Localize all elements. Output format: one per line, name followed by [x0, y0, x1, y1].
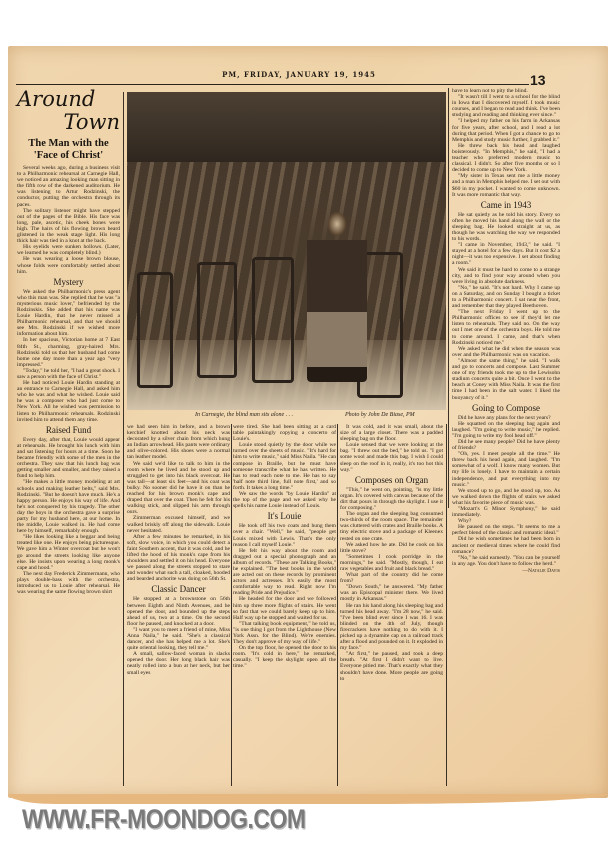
paragraph: Louie stood quietly by the door while we turned over the sheets of music. "It's hard for him to write music," said Miss Naila. "He can compose in Braille, but he must have someone transcribe what he has written. He has to read each note to me. He has to say 'half note third line, full note first,' and so forth. It takes a long time." [233, 442, 336, 491]
paragraph: The organ and the sleeping bag consumed two-thirds of the room space. The remainder was cluttered with crates and Braille books. A tiny electric stove and a package of Kleenex rested on one crate. [340, 511, 443, 542]
column-title-around: Around [17, 87, 96, 111]
paragraph: The next day Frederick Zimmermann, who plays double-bass with the orchestra, introduced us to Louie after rehearsal. He was wearing the same flowing brown shirt [17, 570, 120, 596]
subhead-came-in-1943: Came in 1943 [480, 199, 532, 210]
paragraph: The solitary listener might have stepped out of the pages of the Bible. His face was long, pale, ascetic, his cheek bones were high. The hairs of his flowing brown beard glistened in the weak stage light. His long thick hair was tied in a knot at the back. [17, 207, 120, 245]
column-divider [446, 424, 447, 786]
paragraph: Zimmerman excused himself, and we walked briskly off along the sidewalk. Louie never hesitated. [127, 515, 230, 534]
paragraph: "I came in November, 1943," he said. "I stayed at a hotel for a few days. But it cost $2 a night—it was too expensive. I set about finding a room." [452, 242, 560, 267]
paragraph: He sat quietly as he told his story. Every so often he moved his hand along the wall or the sleeping bag. He looked straight at us, as though he was watching the way we responded to his words. [452, 211, 560, 243]
paragraph: "I want you to meet a friend of mine, Miss Anna Naila," he said. "She's a classical dancer, and she has helped me a lot. She's quite oriental looking, they tell me." [127, 626, 230, 652]
paragraph: "He likes looking like a beggar and being treated like one. He enjoys being picturesque. We gave him a Winter overcoat but he won't go around the streets looking like anyone else. He insists upon wearing a long monk's cape and hood." [17, 534, 120, 571]
photo-blind-man-carnegie-hall [127, 92, 446, 410]
paragraph: were tired. She had been sitting at a card table paintakingly copying a concerto of Louie's. [233, 424, 336, 443]
paragraph: "That talking book equipment," he told us, "is one thing I got from the Lighthouse (New York Assn. for the Blind). We're enemies. They don't approve of my way of life." [233, 620, 336, 646]
website-watermark: WWW.FR-MOONDOG.COM [22, 804, 306, 834]
column-divider [123, 92, 124, 786]
paragraph: "It wasn't till I went to a school for the blind in Iowa that I discovered myself. I took music courses, and I began to read and think. I've been studying and reading and thinking ever since." [452, 94, 560, 119]
paragraph: We asked the Philharmonic's press agent who this man was. She replied that he was "a mysterious music lover," befriended by the Rodzinskis. She added that his name was Louie Hardin, that he never missed a Philharmonic rehearsal, and that we should see Mrs. Rodzinski if we wished more information about him. [17, 288, 120, 338]
paragraph: He stopped at a brownstone on 56th between Eighth and Ninth Avenues, and he opened the door, and bounded up the steps ahead of us, two at a time. On the second floor he paused, and knocked at a door. [127, 596, 230, 627]
photo-chair [252, 257, 294, 383]
paragraph: We asked how he ate. Did he cook on his little stove? [340, 541, 443, 554]
column-divider [337, 424, 338, 786]
paragraph: He took off his two coats and hung them over a chair. "Well," he said, "people get Louis mixed with Lewis. That's the only reason I call myself Louie." [233, 523, 336, 548]
paragraph: "My sister in Texas sent me a little money and a man in Memphis helped me. I set out with $60 in my pocket. I wanted to come unknown. It was more romantic that way. [452, 173, 560, 198]
paragraph: "No," he said. "It's not hard. Why I came up on a Saturday, and on Sunday I bought a ticket to a Philharmonic concert. I sat near the front, and remember that they played Beethoven. [452, 284, 560, 310]
photo-caption: In Carnegie, the blind man sits alone . . . [195, 412, 294, 418]
paragraph: "The next Friday I went up to the Philharmonic offices to see if they'd let me listen to rehearsals. They said no. On the way out I met one of the orchestra boys. He told me to come around. I came, and that's when Rodzinski noticed me." [452, 309, 560, 346]
photo-balcony [127, 92, 446, 162]
paragraph: "Sometimes I cook porridge in the mornings," he said. "Mostly, though, I eat raw vegetables and fruit and black bread." [340, 553, 443, 572]
page-number: 13 [530, 72, 546, 88]
column-divider [448, 88, 449, 508]
paragraph: What part of the country did he come from? [340, 572, 443, 585]
subhead-its-louie: It's Louie [267, 511, 302, 522]
article-column-2 [127, 424, 230, 676]
paragraph: Did he see many people? Did he have plenty of friends? [452, 438, 560, 452]
paragraph: Several weeks ago, during a business visit to a Philharmonic rehearsal at Carnegie Hall, we noticed an amazing looking man sitting in the fifth row of the darkened auditorium. He was listening to Artur Rodzinski, the conductor, putting the orchestra through its paces. [17, 165, 120, 208]
paragraph: "Down South," he answered. "My father was an Episcopal minister there. We lived mostly in Arkansas." [340, 584, 443, 603]
paragraph: "This," he went on, pointing, "is my little organ. It's covered with canvas because of the dirt that pours in through the skylight. I use it for composing." [340, 486, 443, 512]
article-column-1 [17, 88, 120, 595]
photo-credit: Photo by John De Biase, PM [345, 412, 415, 418]
masthead: PM, FRIDAY, JANUARY 19, 1945 [222, 70, 376, 79]
paragraph: Did he have any plans for the next years? [458, 414, 551, 421]
article-column-3 [233, 424, 336, 670]
paragraph: It was cold, and it was small, about the size of a large closet. There was a padded sleeping bag on the floor. [340, 424, 443, 443]
paragraph: "I helped my father on his farm in Arkansas for five years, after school, and I read a lot during that period. When I got a chance to go to Memphis and study music further, I grabbed it." [452, 118, 560, 143]
subhead-mystery: Mystery [53, 276, 84, 287]
paragraph: "Mozart's G Minor Symphony," he said immediately. [452, 506, 560, 519]
paragraph: Did he wish sometimes he had been born in ancient or medieval times where he could find romance? [452, 536, 560, 555]
column-title-town: Town [63, 110, 120, 134]
paragraph: He had noticed Louie Hardin standing at an entrance to Carnegie Hall, and asked him who he was and what he wished. Louie said he was a composer who had just come to New York. All he wished was permission to listen to Philharmonic rehearsals. Rodzinski invited him to attend them any time. [17, 380, 120, 423]
photo-seated-man [307, 202, 367, 382]
paragraph: After a few minutes he remarked, in his soft, slow voice, in which you could detect a faint Southern accent, that it was cold, and he lifted the hood of his monk's cape from his shoulders and settled it on his head. Everyone we passed along the streets stopped to stare and wonder what such a tall, cloaked, hooded and bearded anchorite was doing on 56th St. [127, 533, 230, 583]
subhead-raised-fund: Raised Fund [45, 424, 92, 435]
photo-chair [197, 262, 237, 378]
subhead-classic-dancer: Classic Dancer [151, 584, 206, 595]
paragraph: He squatted on the sleeping bag again and laughed. "I'm going to write music," he replied. "I'm going to write my fool head off." [452, 420, 560, 439]
paragraph: He ran his hand along his sleeping bag and turned his head away. "I'm 28 now," he said. "I've been blind ever since I was 16. I was blinded on the 4th of July, though firecrackers have nothing to do with it. I picked up a dynamite cap on a railroad track after a flood and pounded on it. It exploded in my face." [340, 602, 443, 652]
paragraph: "Today," he told her, "I had a great shock. I saw a person with the face of Christ." [17, 367, 120, 380]
paragraph: He felt his way about the room and dragged out a special phonograph and an album of records. "These are Talking Books," he explained. "The best books in the world are acted out on these records by prominent actors and actresses. It's easily the most comfortable way to read. Right now I'm reading Pride and Prejudice." [233, 547, 336, 597]
paragraph: We asked what he did when the season was over and the Philharmonic was on vacation. [452, 345, 560, 358]
paragraph: A small, sallow-faced woman in slacks opened the door. Her long black hair was neatly rolled into a bun at her neck, but her small eyes [127, 651, 230, 676]
paragraph: Why? [458, 518, 472, 525]
paragraph: we had seen him in before, and a brown kerchief knotted about his neck was decorated by a silver chain from which hung an Indian arrowhead. His pants were ordinary and olive-colored. His shoes were a normal tan leather model. [127, 424, 230, 461]
paragraph: On the top floor, he opened the door to his room. "It's cold in here," he remarked, casually. "I keep the skylight open all the time." [233, 645, 336, 670]
paragraph: Louie sensed that we were looking at the bag. "I threw out the bed," he told us. "I got some wool and made this bag. I wish I could sleep on the roof in it, really, it's too hot this way." [340, 442, 443, 473]
paragraph: have to learn not to pity the blind. [452, 88, 528, 94]
article-column-4 [340, 424, 443, 682]
paragraph: We stood up to go, and he stood up, too. As we walked down the flights of stairs we asked what his favorite piece of music was. [452, 487, 560, 506]
paragraph: He threw back his head and laughed boisterously. "In Memphis," he said, "I had a teacher who preferred modern music to classical. I didn't. So after five months or so I decided to come up to New York. [452, 142, 560, 174]
column-divider [231, 424, 232, 786]
paragraph: "No," he said earnestly. "You can be yourself in any age. You don't have to follow the herd." [452, 554, 560, 567]
paragraph: He paused on the steps. "It seems to me a perfect blend of the classic and romantic ideal." [452, 524, 560, 537]
paragraph: "Oh, yes. I meet people all the time." He threw back his head again, and laughed. "I'm somewhat of a wolf. I know many women. But my life is lonely. I have to maintain a certain independence, and put everything into my music." [452, 451, 560, 488]
masthead-rule [16, 84, 529, 85]
paragraph: "Almost the same thing," he said. "I walk and go to concerts and compose. Last Summer one of my friends took me up to the Lewisohn stadium concerts quite a bit. Once I went to the beach at Coney with Miss Naila. It was the first time I had been in the salt water. I liked the buoyancy of it." [452, 357, 560, 401]
article-headline: The Man with the 'Face of Christ' [28, 138, 109, 161]
paragraph: In her spacious, Victorian home at 7 East 84th St., charming, gray-haired Mrs. Rodzinski told us that her husband had come home one day more than a year ago "very impressed." [17, 337, 120, 368]
paragraph: "He makes a little money modeling at art schools and making leather belts," said Mrs. Rodzinski. "But he doesn't have much. He's a happy person. He enjoys his way of life. And he's not conquered by his tragedy. The other day the boys in the orchestra gave a surprise party for my husband here, at our home. In the middle, Louie walked in. He had come here by himself, remarkably enough. [17, 479, 120, 535]
author-signoff: —Natalie Davis [522, 567, 560, 574]
paragraph: He was wearing a loose brown blouse, whose folds were comfortably settled about him. [17, 256, 120, 275]
paragraph: We saw the words "by Louie Hardin" at the top of the page and we asked why he spells his name Louie instead of Louis. [233, 491, 336, 510]
paragraph: His eyelids were sunken hollows. (Later, we learned he was completely blind.) [17, 244, 120, 257]
paragraph: We said we'd like to talk to him in the room where he lived and he stood up and struggled to get into his black overcoat. He was tall—at least six feet—and his coat was bulky. No sooner did he have it on than he reached for his brown monk's cape and draped that over the coat. Then he felt for his walking stick, and slipped his arm through ours. [127, 460, 230, 516]
paragraph: He headed for the door and we followed him up three more flights of stairs. He went so fast that we could barely keep up to him. Half way up he stopped and waited for us. [233, 596, 336, 621]
photo-chair [137, 272, 173, 388]
paragraph: Every day, after that, Louie would appear at rehearsals. He brought his lunch with him and sat listening for hours at a time. Soon he became friendly with some of the men in the orchestra. They saw that his lunch bag was getting smaller and smaller, and they raised a fund to help him. [17, 436, 120, 480]
paragraph: We said it must be hard to come to a strange city, and to find your way around when you were living in absolute darkness. [452, 266, 560, 285]
subhead-composes-on-organ: Composes on Organ [354, 474, 429, 485]
subhead-going-to-compose: Going to Compose [471, 402, 540, 413]
paragraph: "At first," he paused, and took a deep breath. "At first I didn't want to live. Everyone pitied me. That's exactly what they shouldn't have done. More people are going to [340, 651, 443, 682]
article-column-5 [452, 88, 560, 574]
